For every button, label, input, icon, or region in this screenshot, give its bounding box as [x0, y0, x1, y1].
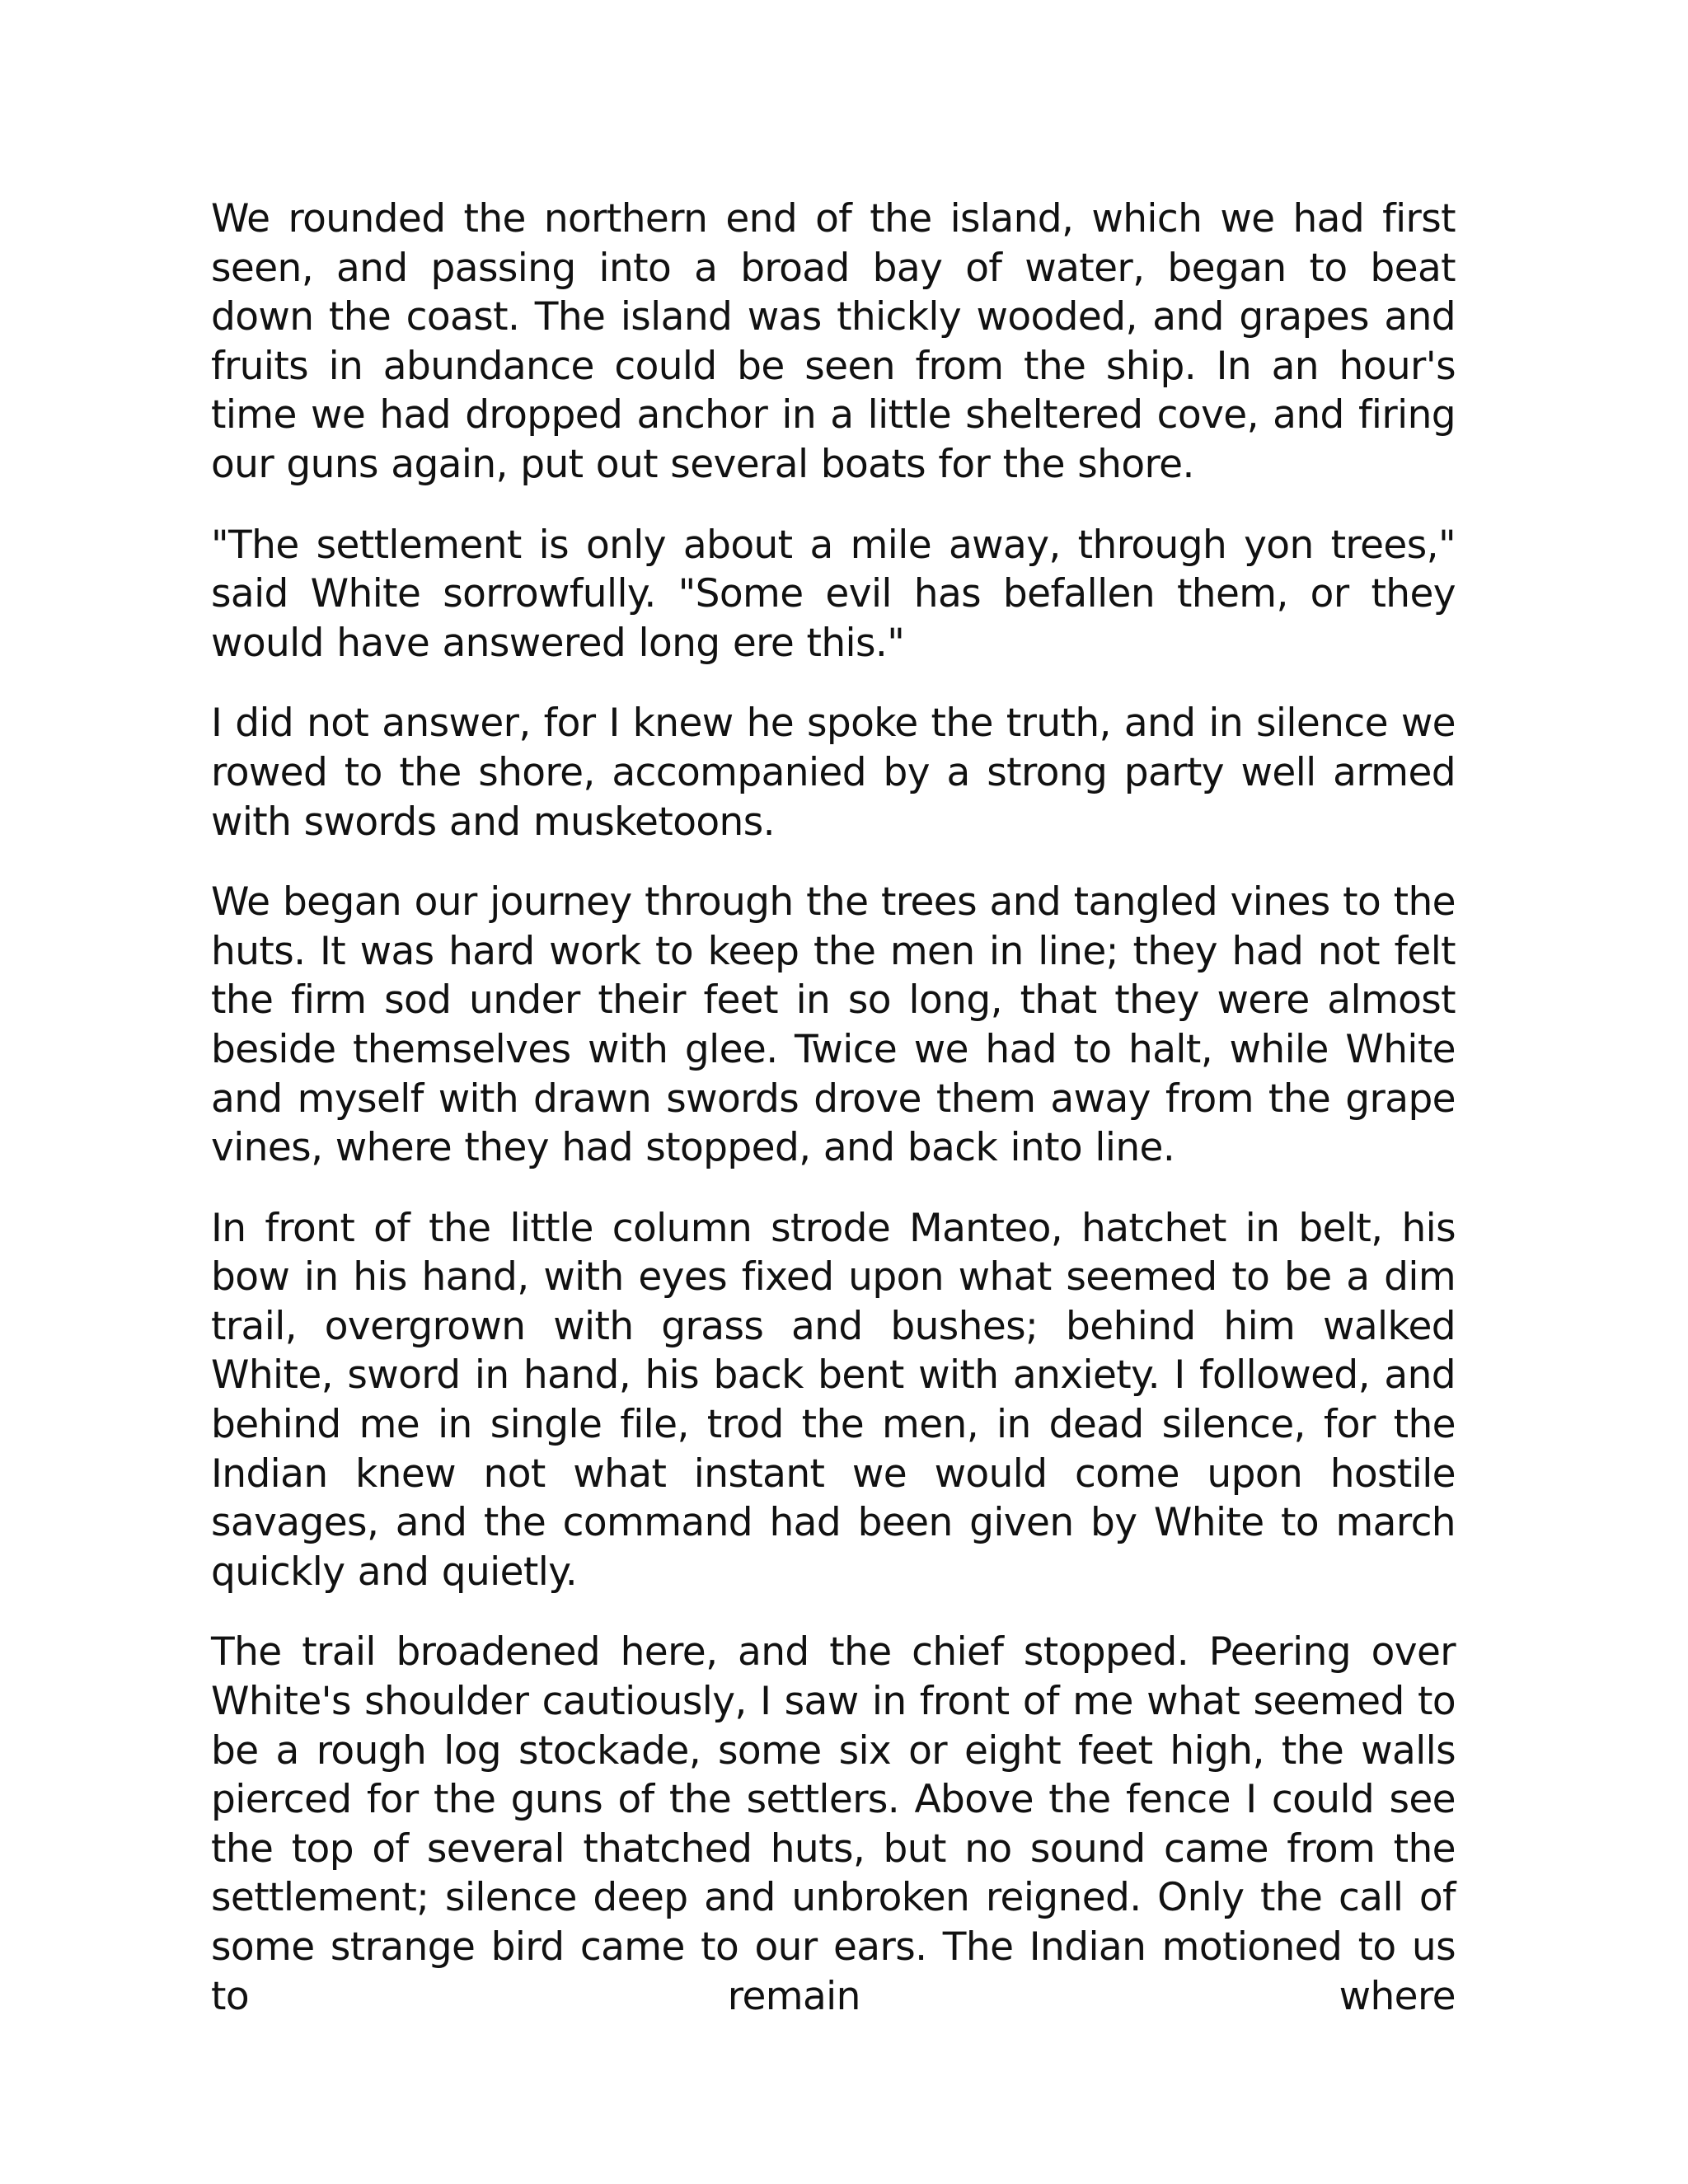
paragraph-4: We began our journey through the trees and tangled vines to the huts. It was hard work to keep the men in line; they had not felt the firm sod under their feet in so long, that they were almost beside themselves with glee. Twice we had to halt, while White and myself with drawn swords drove them away from the grape vines, where they had stopped, and back into line.	[211, 879, 1456, 1171]
document-body	[211, 194, 1456, 2021]
paragraph-2: "The settlement is only about a mile away, through yon trees," said White sorrowfully. "Some evil has befallen them, or they would have answered long ere this."	[211, 522, 1456, 666]
paragraph-6: The trail broadened here, and the chief stopped. Peering over White's shoulder cautiously, I saw in front of me what seemed to be a rough log stockade, some six or eight feet high, the walls pierced for the guns of the settlers. Above the fence I could see the top of several thatched huts, but no sound came from the settlement; silence deep and unbroken reigned. Only the call of some strange bird came to our ears. The Indian motioned to us to remain where	[211, 1629, 1456, 2019]
paragraph-1: We rounded the northern end of the island, which we had first seen, and passing into a broad bay of water, began to beat down the coast. The island was thickly wooded, and grapes and fruits in abundance could be seen from the ship. In an hour's time we had dropped anchor in a little sheltered cove, and firing our guns again, put out several boats for the shore.	[211, 196, 1456, 487]
paragraph-5: In front of the little column strode Manteo, hatchet in belt, his bow in his hand, with eyes fixed upon what seemed to be a dim trail, overgrown with grass and bushes; behind him walked White, sword in hand, his back bent with anxiety. I followed, and behind me in single file, trod the men, in dead silence, for the Indian knew not what instant we would come upon hostile savages, and the command had been given by White to march quickly and quietly.	[211, 1205, 1456, 1595]
paragraph-3: I did not answer, for I knew he spoke the truth, and in silence we rowed to the shore, accompanied by a strong party well armed with swords and musketoons.	[211, 701, 1456, 845]
